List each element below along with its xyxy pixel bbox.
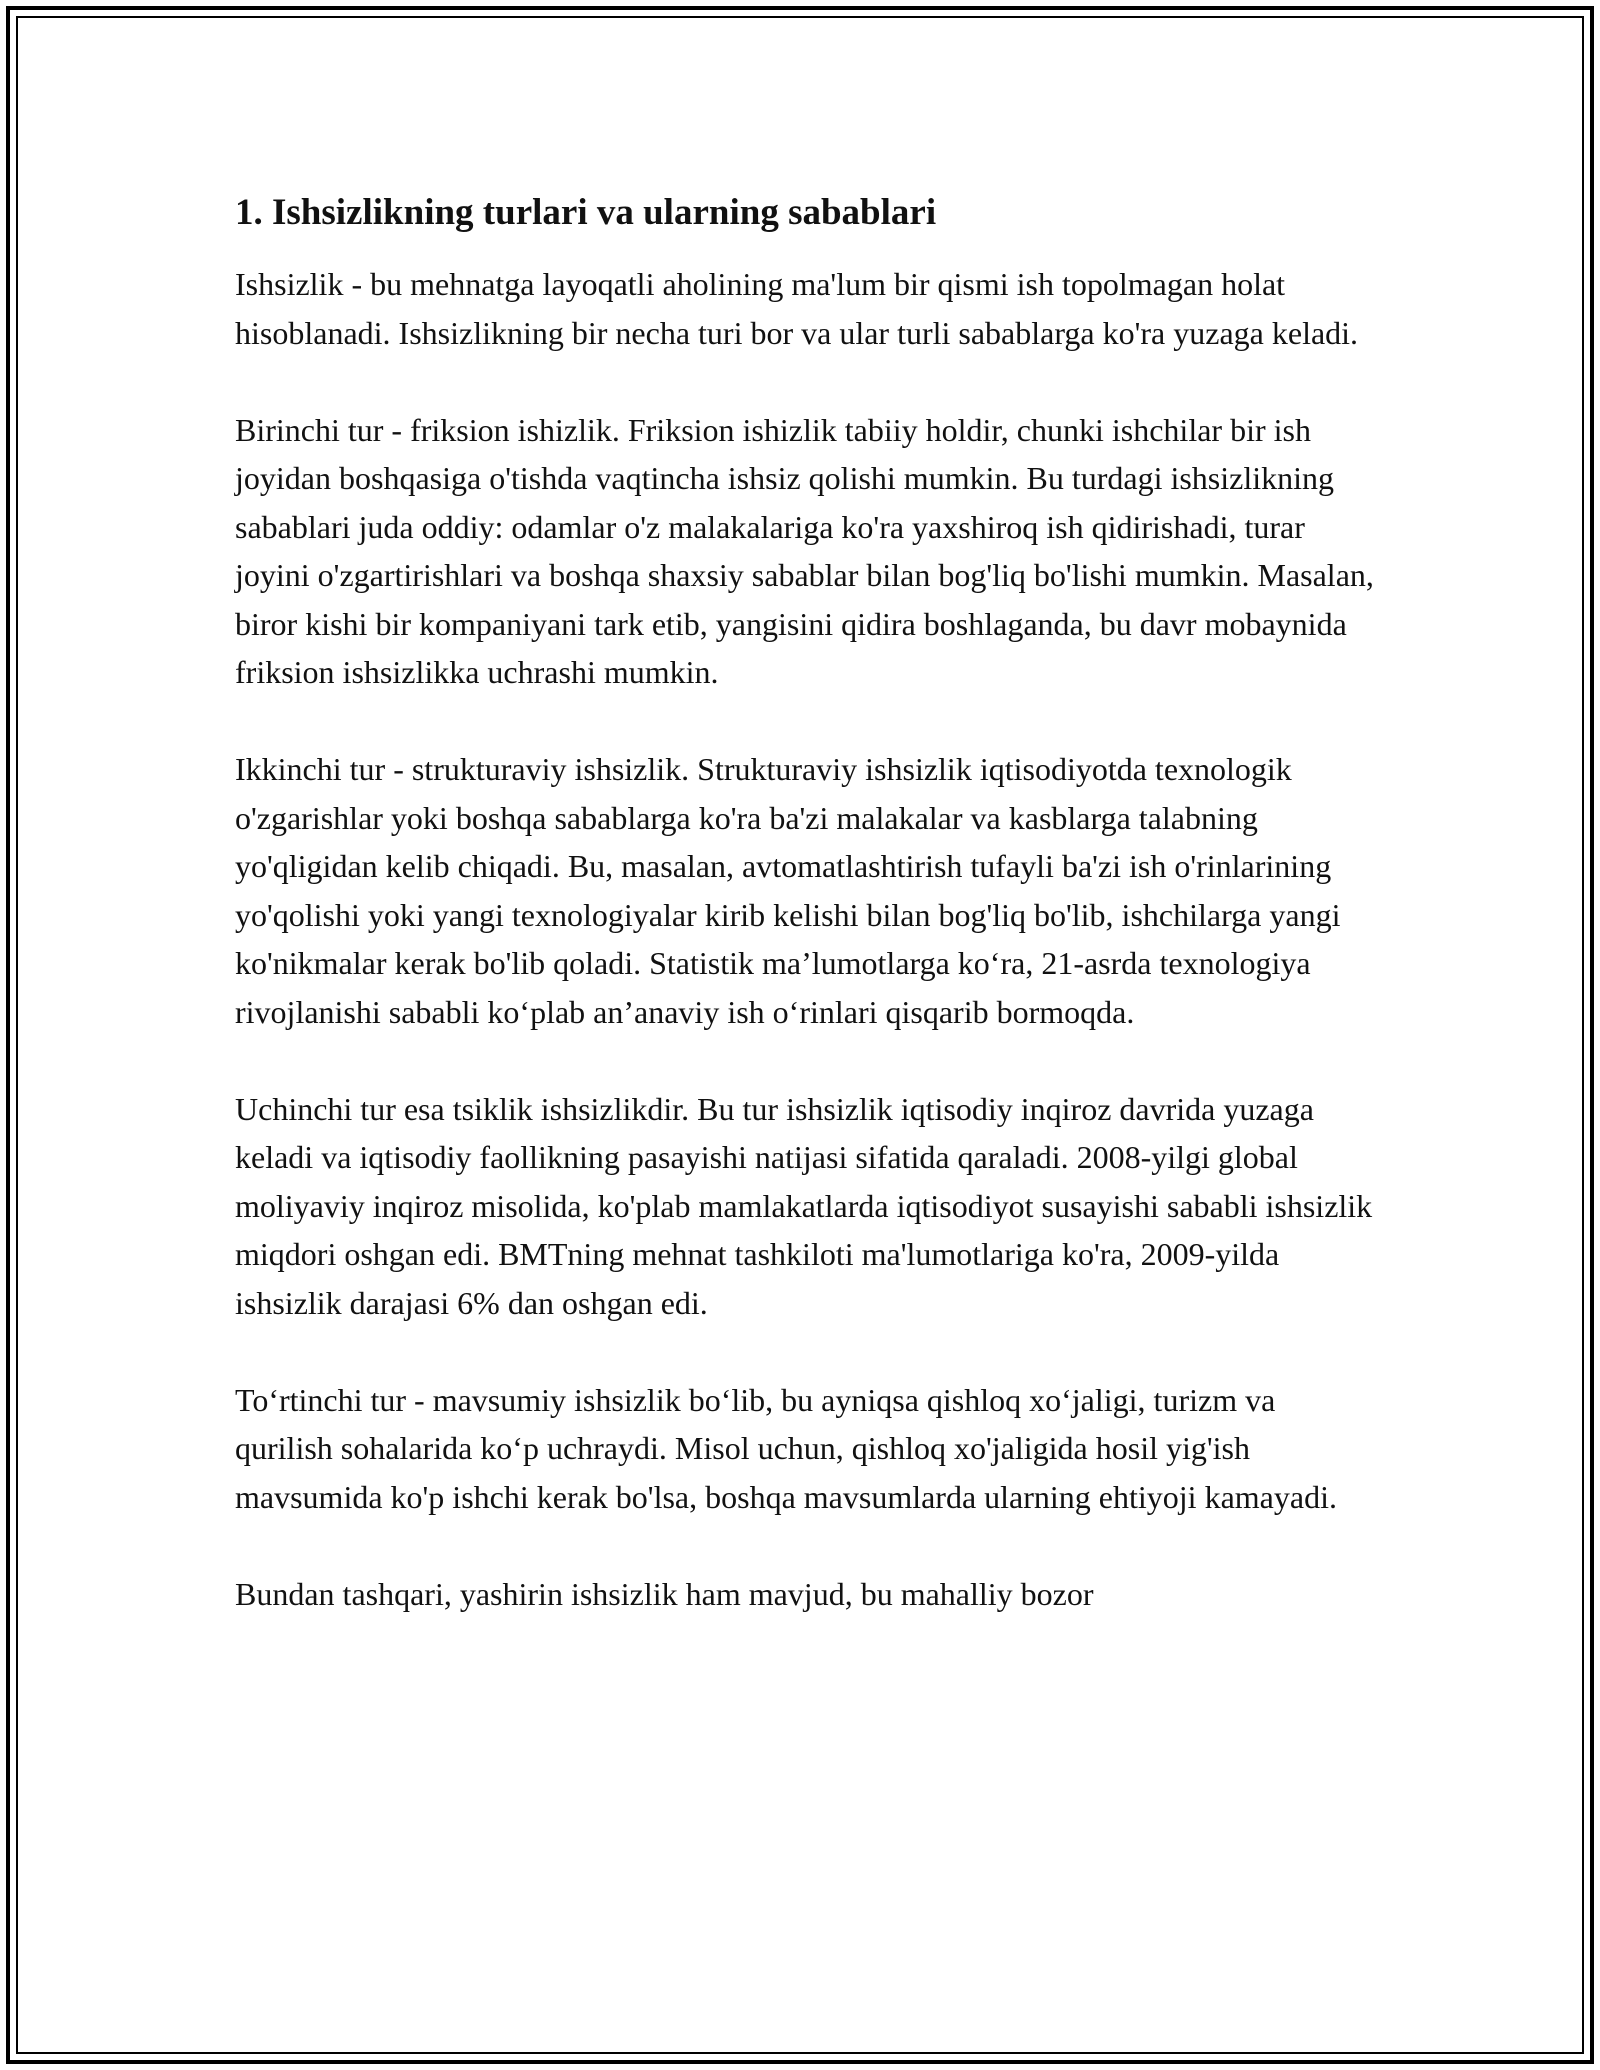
- paragraph-frictional: Birinchi tur - friksion ishizlik. Friksion ishizlik tabiiy holdir, chunki ishchilar bir ish joyidan boshqasiga o'tishda vaqtincha ishsiz qolishi mumkin. Bu turdagi ishsizlikning sabablari juda oddiy: odamlar o'z malakalariga ko'ra yaxshiroq ish qidirishadi, turar joyini o'zgartirishlari va boshqa shaxsiy sabablar bilan bog'liq bo'lishi mumkin. Masalan, biror kishi bir kompaniyani tark etib, yangisini qidira boshlaganda, bu davr mobaynida friksion ishsizlikka uchrashi mumkin.: [235, 411, 1374, 690]
- document-body: [235, 188, 1375, 1667]
- paragraph-seasonal: To‘rtinchi tur - mavsumiy ishsizlik bo‘lib, bu ayniqsa qishloq xo‘jaligi, turizm va qurilish sohalarida ko‘p uchraydi. Misol uchun, qishloq xo'jaligida hosil yig'ish mavsumida ko'p ishchi kerak bo'lsa, boshqa mavsumlarda ularning ehtiyoji kamayadi.: [235, 1381, 1337, 1515]
- section-heading: 1. Ishsizlikning turlari va ularning sabablari: [235, 192, 937, 233]
- paragraph-hidden: Bundan tashqari, yashirin ishsizlik ham mavjud, bu mahalliy bozor: [235, 1575, 1094, 1612]
- paragraph-intro: Ishsizlik - bu mehnatga layoqatli aholining ma'lum bir qismi ish topolmagan holat hisoblanadi. Ishsizlikning bir necha turi bor va ular turli sabablarga ko'ra yuzaga keladi.: [235, 266, 1359, 351]
- paragraph-structural: Ikkinchi tur - strukturaviy ishsizlik. Strukturaviy ishsizlik iqtisodiyotda texnologik o'zgarishlar yoki boshqa sabablarga ko'ra ba'zi malakalar va kasblarga talabning yo'qligidan kelib chiqadi. Bu, masalan, avtomatlashtirish tufayli ba'zi ish o'rinlarining yo'qolishi yoki yangi texnologiyalar kirib kelishi bilan bog'liq bo'lib, ishchilarga yangi ko'nikmalar kerak bo'lib qoladi. Statistik ma’lumotlarga ko‘ra, 21-asrda texnologiya rivojlanishi sababli ko‘plab an’anaviy ish o‘rinlari qisqarib bormoqda.: [235, 751, 1341, 1030]
- paragraph-cyclical: Uchinchi tur esa tsiklik ishsizlikdir. Bu tur ishsizlik iqtisodiy inqiroz davrida yuzaga keladi va iqtisodiy faollikning pasayishi natijasi sifatida qaraladi. 2008-yilgi global moliyaviy inqiroz misolida, ko'plab mamlakatlarda iqtisodiyot susayishi sababli ishsizlik miqdori oshgan edi. BMTning mehnat tashkiloti ma'lumotlariga ko'ra, 2009-yilda ishsizlik darajasi 6% dan oshgan edi.: [235, 1090, 1373, 1321]
